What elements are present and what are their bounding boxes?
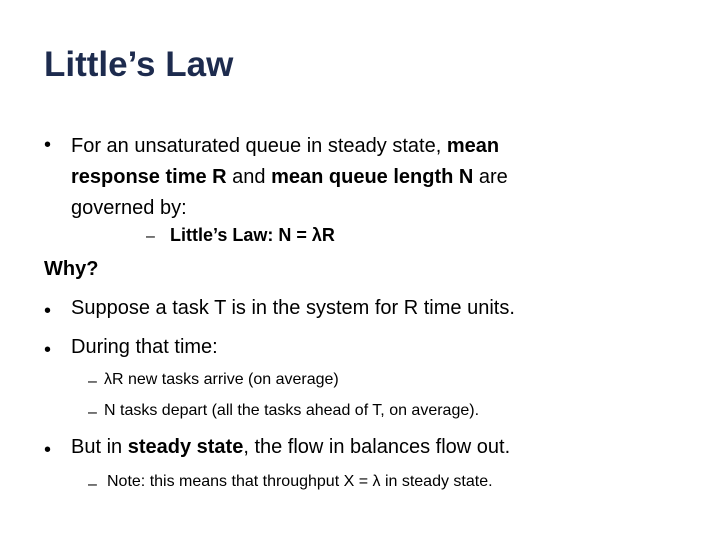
bullet-marker: •: [44, 439, 52, 461]
bullet-3: During that time:: [71, 336, 218, 358]
bullet-4: But in steady state, the flow in balances flow out.: [71, 436, 511, 458]
dash-marker: –: [88, 373, 97, 390]
sub-bullet-departures: N tasks depart (all the tasks ahead of T, on average).: [104, 402, 480, 419]
bullet-2: Suppose a task T is in the system for R time units.: [71, 297, 515, 319]
bullet-marker: •: [44, 339, 52, 361]
why-heading: Why?: [44, 258, 99, 280]
sub-bullet-arrivals: λR new tasks arrive (on average): [104, 371, 339, 388]
sub-bullet-throughput-note: Note: this means that throughput X = λ in steady state.: [107, 473, 493, 490]
dash-marker: –: [146, 228, 155, 245]
bullet-1-line-3: governed by:: [71, 197, 187, 219]
slide-title: Little’s Law: [44, 45, 234, 84]
dash-marker: –: [88, 476, 97, 493]
littles-law-formula: Little’s Law: N = λR: [170, 225, 335, 245]
bullet-1: [71, 131, 508, 224]
dash-marker: –: [88, 404, 97, 421]
bullet-1-line-2: response time R and mean queue length N are: [71, 166, 508, 188]
bullet-marker: •: [44, 300, 52, 322]
bullet-1-line-1: For an unsaturated queue in steady state, mean: [71, 135, 500, 157]
bullet-marker: •: [44, 134, 52, 156]
